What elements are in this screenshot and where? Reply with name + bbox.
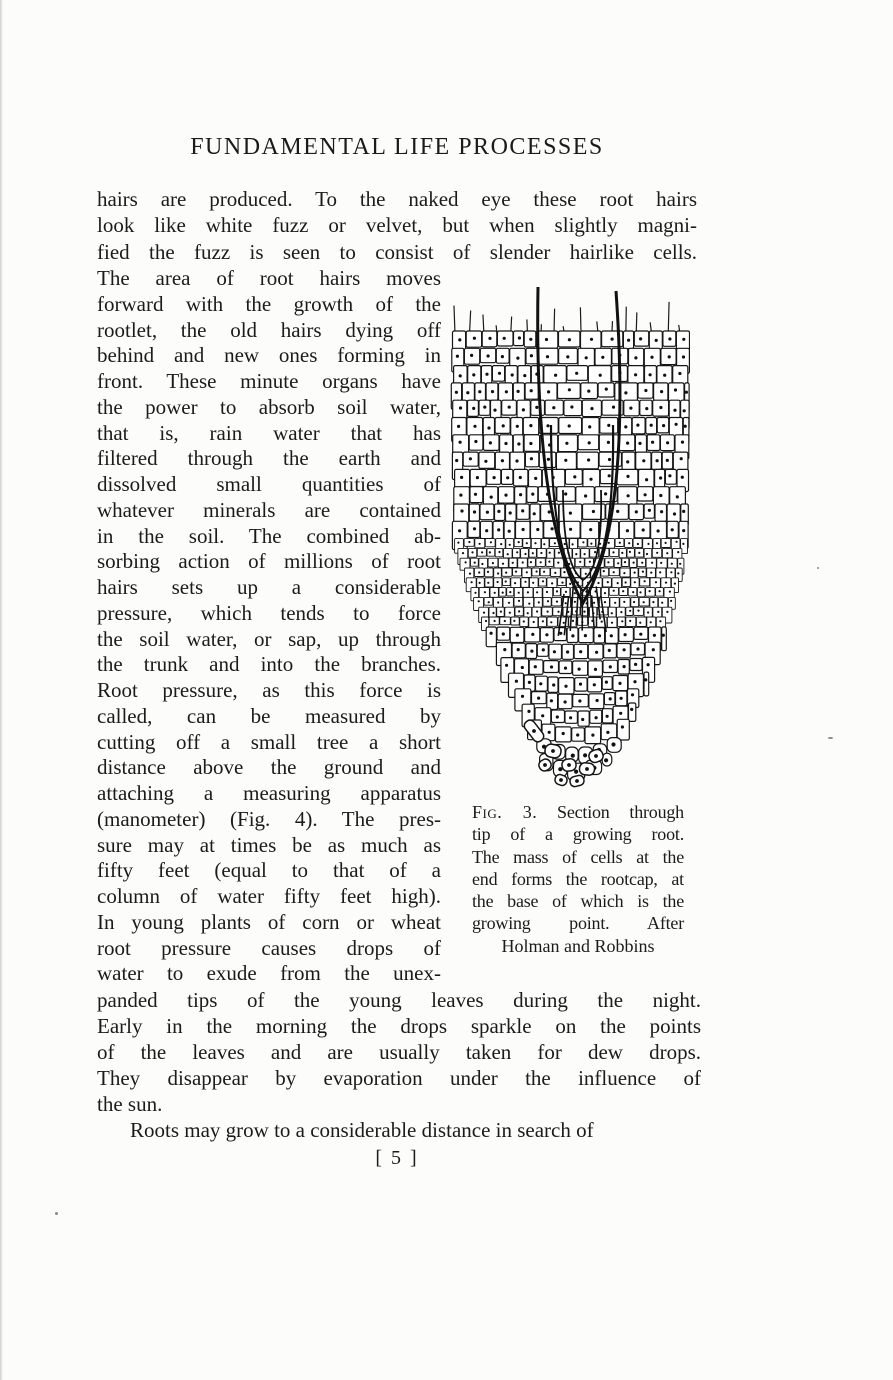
page-number: [ 5 ] (375, 1147, 419, 1169)
text-line: the base of which is the (472, 891, 684, 912)
text-line: the power to absorb soil water, (97, 394, 441, 419)
caption-last-line: Holman and Robbins (501, 935, 655, 956)
text-line: They disappear by evaporation under the influence of (97, 1066, 701, 1091)
text-line: fied the fuzz is seen to consist of slender hairlike cells. (97, 239, 697, 264)
text-line: The mass of cells at the (472, 846, 684, 867)
text-line: end forms the rootcap, at (472, 868, 684, 889)
text-line: in the soil. The combined ab- (97, 523, 441, 548)
page-title: FUNDAMENTAL LIFE PROCESSES (190, 134, 604, 160)
bottom-justified-lines (97, 987, 701, 1091)
scan-speck (828, 737, 833, 739)
text-line: sorbing action of millions of root (97, 549, 441, 574)
text-line: the trunk and into the branches. (97, 652, 441, 677)
text-line: fifty feet (equal to that of a (97, 858, 441, 883)
text-line: panded tips of the young leaves during the night. (97, 988, 701, 1012)
text-line: of the leaves and are usually taken for dew drops. (97, 1040, 701, 1065)
text-line: The area of root hairs moves (97, 266, 441, 290)
text-line: look like white fuzz or velvet, but when slightly magni- (97, 213, 697, 238)
text-line: whatever minerals are contained (97, 497, 441, 522)
text-line: rootlet, the old hairs dying off (97, 317, 441, 342)
text-line: water to exude from the unex- (97, 961, 441, 986)
text-line: attaching a measuring apparatus (97, 781, 441, 805)
figure-root-tip (450, 285, 690, 790)
scan-edge-shadow (0, 0, 3, 1380)
text-line: Root pressure, as this force is (97, 678, 441, 702)
text-line: hairs are produced. To the naked eye these root hairs (97, 187, 697, 211)
text-line: cutting off a small tree a short (97, 729, 441, 754)
text-line: growing point. After (472, 913, 684, 934)
scan-speck (55, 1212, 58, 1215)
caption-lines (472, 823, 684, 934)
intro-paragraph (97, 186, 697, 265)
text-line: pressure, which tends to force (97, 600, 441, 625)
text-line: called, can be measured by (97, 703, 441, 728)
text-line: (manometer) (Fig. 4). The pres- (97, 806, 441, 831)
text-line: that is, rain water that has (97, 420, 441, 445)
text-line: column of water fifty feet high). (97, 884, 441, 908)
bottom-last-line: the sun. (97, 1092, 163, 1117)
text-line: behind and new ones forming in (97, 343, 441, 368)
left-column-paragraph (97, 266, 441, 987)
figure-label: Fig. 3. (472, 802, 538, 822)
text-line: tip of a growing root. (472, 824, 684, 845)
text-line: root pressure causes drops of (97, 935, 441, 960)
caption-first-line-rest: Section through (557, 802, 684, 822)
root-figure-svg (450, 285, 690, 790)
text-line: front. These minute organs have (97, 369, 441, 393)
caption-first-line (472, 801, 684, 823)
text-line: forward with the growth of the (97, 291, 441, 316)
text-line: the soil water, or sap, up through (97, 626, 441, 651)
scan-speck (817, 567, 819, 569)
final-paragraph-line: Roots may grow to a considerable distance in search of (130, 1118, 594, 1143)
bottom-paragraph (97, 987, 701, 1144)
text-line: Early in the morning the drops sparkle on the points (97, 1014, 701, 1039)
figure-caption (472, 801, 684, 957)
text-line: distance above the ground and (97, 755, 441, 780)
text-line: hairs sets up a considerable (97, 575, 441, 599)
text-line: sure may at times be as much as (97, 832, 441, 857)
text-line: In young plants of corn or wheat (97, 909, 441, 934)
text-line: filtered through the earth and (97, 446, 441, 471)
text-line: dissolved small quantities of (97, 472, 441, 496)
